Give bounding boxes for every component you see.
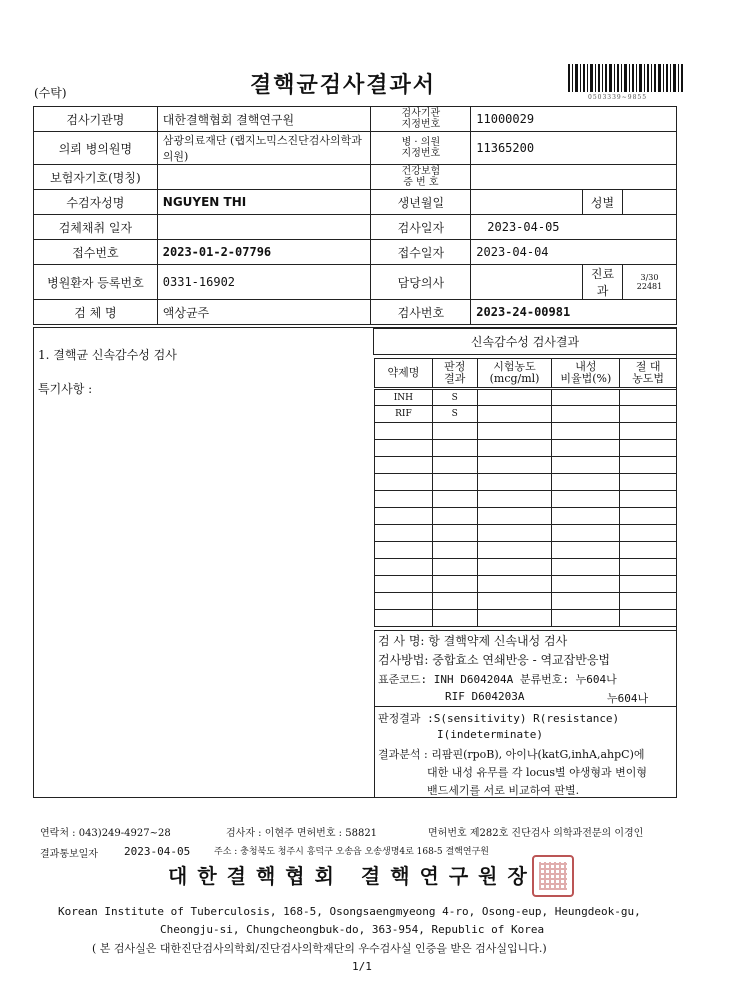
table-cell bbox=[432, 491, 477, 508]
table-cell: S bbox=[432, 389, 477, 406]
table-cell: RIF bbox=[375, 406, 433, 423]
table-row bbox=[375, 576, 677, 593]
table-cell bbox=[432, 474, 477, 491]
table-cell bbox=[620, 423, 677, 440]
test-item: 1. 결핵균 신속감수성 검사 bbox=[38, 348, 177, 362]
table-cell bbox=[375, 508, 433, 525]
table-cell bbox=[552, 525, 620, 542]
copy-label: (수탁) bbox=[34, 86, 67, 100]
collect-date bbox=[157, 215, 371, 240]
table-cell bbox=[620, 559, 677, 576]
test-name: 검 사 명: 항 결핵약제 신속내성 검사 bbox=[378, 634, 568, 648]
test-date-label: 검사일자 bbox=[371, 215, 471, 240]
table-cell bbox=[552, 508, 620, 525]
table-row bbox=[375, 457, 677, 474]
address-en-1: Korean Institute of Tuberculosis, 168-5, Osongsaengmyeong 4-ro, Osong-eup, Heungdeok-gu, bbox=[58, 905, 641, 918]
document-title: 결핵균검사결과서 bbox=[250, 72, 437, 98]
table-row bbox=[375, 406, 677, 423]
table-cell bbox=[375, 525, 433, 542]
lab-code-label: 검사기관 지정번호 bbox=[371, 107, 471, 132]
table-header-row bbox=[375, 359, 677, 389]
table-cell bbox=[477, 542, 552, 559]
table-cell bbox=[477, 593, 552, 610]
table-cell bbox=[432, 542, 477, 559]
table-row bbox=[375, 389, 677, 406]
table-cell bbox=[477, 559, 552, 576]
method-section bbox=[374, 630, 677, 798]
receipt-no-label: 접수번호 bbox=[34, 240, 158, 265]
report-date: 2023-04-05 bbox=[124, 845, 191, 858]
table-cell bbox=[375, 474, 433, 491]
table-cell bbox=[552, 389, 620, 406]
judgement-line-2: I(indeterminate) bbox=[437, 728, 543, 741]
table-cell bbox=[477, 440, 552, 457]
department-code: 3/30 22481 bbox=[623, 265, 677, 300]
table-cell bbox=[552, 491, 620, 508]
table-row bbox=[375, 423, 677, 440]
table-cell bbox=[375, 559, 433, 576]
table-cell bbox=[552, 610, 620, 627]
table-cell bbox=[375, 457, 433, 474]
column-header: 절 대 농도법 bbox=[620, 359, 677, 389]
table-cell bbox=[552, 559, 620, 576]
judgement-line-1: 판정결과 :S(sensitivity) R(resistance) bbox=[378, 712, 620, 725]
lab-name-label: 검사기관명 bbox=[34, 107, 158, 132]
receipt-date: 2023-04-04 bbox=[471, 240, 677, 265]
table-row bbox=[375, 593, 677, 610]
receipt-no: 2023-01-2-07796 bbox=[157, 240, 371, 265]
analysis-line-2: 대한 내성 유무를 각 locus별 야생형과 변이형 bbox=[427, 766, 648, 779]
standard-code-2: RIF D604203A bbox=[445, 690, 525, 703]
patient-name: NGUYEN THI bbox=[157, 190, 371, 215]
table-row bbox=[375, 525, 677, 542]
table-cell bbox=[552, 457, 620, 474]
test-no: 2023-24-00981 bbox=[471, 300, 677, 325]
table-cell bbox=[620, 389, 677, 406]
certification-note: ( 본 검사실은 대한진단검사의학회/진단검사의학재단의 우수검사실 인증을 받은 검사실입니다.) bbox=[92, 942, 547, 955]
table-cell bbox=[477, 508, 552, 525]
examiner: 검사자 : 이현주 면허번호 : 58821 bbox=[226, 828, 378, 839]
test-date: 2023-04-05 bbox=[471, 215, 677, 240]
table-cell bbox=[432, 508, 477, 525]
table-cell bbox=[620, 525, 677, 542]
dob-label: 생년월일 bbox=[371, 190, 471, 215]
lab-code: 11000029 bbox=[471, 107, 677, 132]
table-cell bbox=[620, 576, 677, 593]
table-cell bbox=[620, 457, 677, 474]
lab-name: 대한결핵협회 결핵연구원 bbox=[157, 107, 371, 132]
requester-label: 의뢰 병의원명 bbox=[34, 132, 158, 165]
table-cell bbox=[375, 576, 433, 593]
table-cell bbox=[620, 406, 677, 423]
registration-no: 0331-16902 bbox=[157, 265, 371, 300]
address-en-2: Cheongju-si, Chungcheongbuk-do, 363-954, Republic of Korea bbox=[160, 923, 545, 936]
column-header: 내성 비율법(%) bbox=[552, 359, 620, 389]
table-cell bbox=[552, 406, 620, 423]
test-method: 검사방법: 중합효소 연쇄반응 - 역교잡반응법 bbox=[378, 653, 611, 667]
table-cell bbox=[552, 474, 620, 491]
table-cell bbox=[477, 423, 552, 440]
insured-value bbox=[157, 165, 371, 190]
health-no-label: 건강보험 증 번 호 bbox=[371, 165, 471, 190]
table-cell bbox=[477, 610, 552, 627]
table-cell bbox=[432, 559, 477, 576]
column-header: 시험농도 (mcg/ml) bbox=[477, 359, 552, 389]
hospital-code-label: 병 · 의원 지정번호 bbox=[371, 132, 471, 165]
results-title: 신속감수성 검사결과 bbox=[373, 328, 677, 355]
table-cell bbox=[432, 440, 477, 457]
method-divider bbox=[374, 706, 677, 707]
table-cell bbox=[477, 525, 552, 542]
table-cell bbox=[432, 593, 477, 610]
susceptibility-table bbox=[374, 358, 677, 627]
receipt-date-label: 접수일자 bbox=[371, 240, 471, 265]
analysis-line-3: 밴드세기를 서로 비교하여 판별. bbox=[427, 784, 580, 797]
barcode-icon bbox=[568, 64, 683, 92]
table-cell bbox=[620, 593, 677, 610]
hospital-code: 11365200 bbox=[471, 132, 677, 165]
table-cell bbox=[432, 457, 477, 474]
standard-code-2-class: 누604나 bbox=[607, 692, 649, 705]
patient-info-table bbox=[33, 106, 677, 325]
table-cell bbox=[620, 610, 677, 627]
doctor-value bbox=[471, 265, 583, 300]
department-label: 진료과 bbox=[583, 265, 623, 300]
table-cell bbox=[477, 389, 552, 406]
table-row bbox=[375, 474, 677, 491]
table-cell: INH bbox=[375, 389, 433, 406]
table-row bbox=[375, 559, 677, 576]
barcode-number: 0503339~9855 bbox=[588, 94, 648, 101]
table-cell: S bbox=[432, 406, 477, 423]
table-row bbox=[375, 542, 677, 559]
table-cell bbox=[477, 406, 552, 423]
analysis-line-1: 결과분석 : 리팜핀(rpoB), 아이나(katG,inhA,ahpC)에 bbox=[378, 748, 645, 761]
table-cell bbox=[620, 542, 677, 559]
standard-code-1: 표준코드: INH D604204A 분류번호: 누604나 bbox=[378, 673, 617, 686]
table-cell bbox=[620, 491, 677, 508]
registration-no-label: 병원환자 등록번호 bbox=[34, 265, 158, 300]
table-cell bbox=[477, 474, 552, 491]
remarks-label: 특기사항 : bbox=[38, 382, 93, 396]
table-cell bbox=[432, 423, 477, 440]
table-cell bbox=[620, 508, 677, 525]
table-cell bbox=[552, 593, 620, 610]
table-cell bbox=[432, 610, 477, 627]
table-cell bbox=[552, 542, 620, 559]
table-cell bbox=[375, 593, 433, 610]
table-cell bbox=[477, 457, 552, 474]
column-header: 판정 결과 bbox=[432, 359, 477, 389]
table-row bbox=[375, 610, 677, 627]
table-cell bbox=[432, 525, 477, 542]
table-cell bbox=[375, 491, 433, 508]
table-row bbox=[375, 491, 677, 508]
table-cell bbox=[375, 440, 433, 457]
table-cell bbox=[375, 542, 433, 559]
table-cell bbox=[375, 423, 433, 440]
table-cell bbox=[552, 423, 620, 440]
table-cell bbox=[375, 610, 433, 627]
health-no-value bbox=[471, 165, 677, 190]
official-seal-icon bbox=[532, 855, 574, 897]
address-kr: 주소 : 충청북도 청주시 흥덕구 오송읍 오송생명4로 168-5 결핵연구원 bbox=[214, 847, 489, 857]
table-cell bbox=[620, 474, 677, 491]
column-header: 약제명 bbox=[375, 359, 433, 389]
institute-name: 대한결핵협회 결핵연구원장 bbox=[168, 864, 537, 888]
report-date-label: 결과통보일자 bbox=[40, 849, 98, 860]
table-cell bbox=[552, 576, 620, 593]
table-cell bbox=[432, 576, 477, 593]
patient-name-label: 수검자성명 bbox=[34, 190, 158, 215]
sex-value bbox=[623, 190, 677, 215]
table-row bbox=[375, 508, 677, 525]
page-number: 1/1 bbox=[352, 960, 372, 973]
sex-label: 성별 bbox=[583, 190, 623, 215]
table-cell bbox=[552, 440, 620, 457]
table-cell bbox=[477, 576, 552, 593]
dob-value bbox=[471, 190, 583, 215]
doctor-label: 담당의사 bbox=[371, 265, 471, 300]
table-row bbox=[375, 440, 677, 457]
test-no-label: 검사번호 bbox=[371, 300, 471, 325]
table-cell bbox=[620, 440, 677, 457]
specimen-label: 검 체 명 bbox=[34, 300, 158, 325]
specimen-value: 액상균주 bbox=[157, 300, 371, 325]
requester-name: 삼광의료재단 (랩지노믹스진단검사의학과의원) bbox=[157, 132, 371, 165]
table-cell bbox=[477, 491, 552, 508]
contact: 연락처 : 043)249-4927~28 bbox=[40, 828, 171, 839]
collect-date-label: 검체채취 일자 bbox=[34, 215, 158, 240]
specialist: 면허번호 제282호 진단검사 의학과전문의 이경인 bbox=[428, 828, 644, 839]
insured-label: 보험자기호(명칭) bbox=[34, 165, 158, 190]
